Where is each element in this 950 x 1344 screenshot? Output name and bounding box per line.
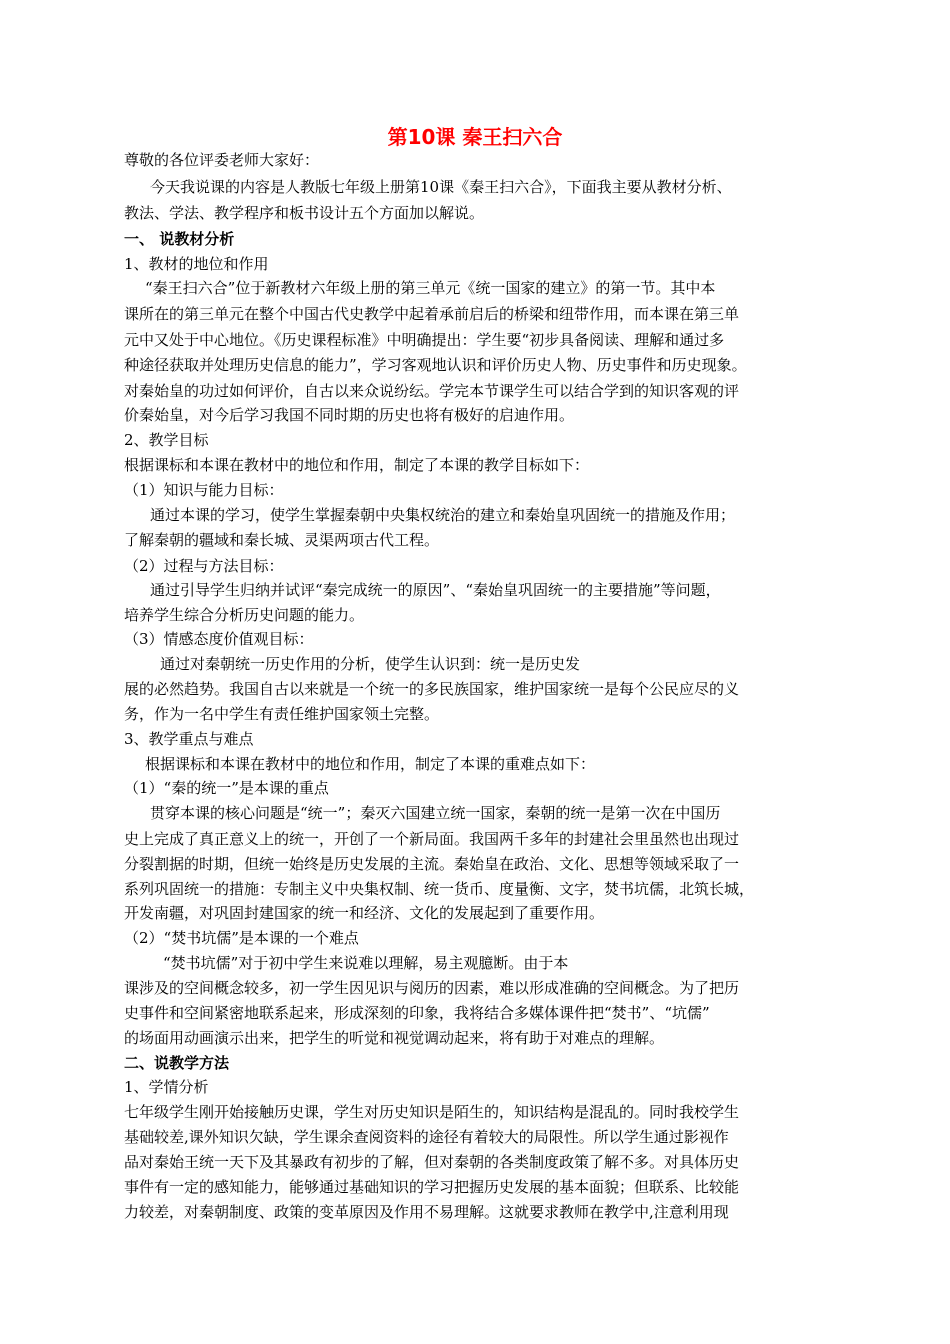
paragraph-line: 课涉及的空间概念较多，初一学生因见识与阅历的因素，难以形成准确的空间概念。为了把历 xyxy=(124,979,740,997)
paragraph-line: 元中又处于中心地位。《历史课程标准》中明确提出：学生要“初步具备阅读、理解和通过多 xyxy=(124,331,725,349)
objective-heading: （2）过程与方法目标： xyxy=(124,557,284,575)
key-point-heading: （1）“秦的统一”是本课的重点 xyxy=(124,779,329,797)
subsection-heading: 1、学情分析 xyxy=(124,1078,209,1096)
subsection-heading: 2、教学目标 xyxy=(124,431,209,449)
subsection-heading: 3、教学重点与难点 xyxy=(124,730,254,748)
objective-heading: （3）情感态度价值观目标： xyxy=(124,630,314,648)
key-point-heading: （2）“焚书坑儒”是本课的一个难点 xyxy=(124,929,359,947)
paragraph-line: 力较差，对秦朝制度、政策的变革原因及作用不易理解。这就要求教师在教学中,注意利用现 xyxy=(124,1203,729,1221)
paragraph-line: 了解秦朝的疆域和秦长城、灵渠两项古代工程。 xyxy=(124,531,440,549)
paragraph-line: “焚书坑儒”对于初中学生来说难以理解，易主观臆断。由于本 xyxy=(163,954,569,972)
paragraph-line: 开发南疆，对巩固封建国家的统一和经济、文化的发展起到了重要作用。 xyxy=(124,904,605,922)
paragraph-line: 贯穿本课的核心问题是“统一”；秦灭六国建立统一国家，秦朝的统一是第一次在中国历 xyxy=(150,804,721,822)
objective-heading: （1）知识与能力目标： xyxy=(124,481,284,499)
paragraph-line: 分裂割据的时期，但统一始终是历史发展的主流。秦始皇在政治、文化、思想等领域采取了一 xyxy=(124,855,740,873)
paragraph-line: 事件有一定的感知能力，能够通过基础知识的学习把握历史发展的基本面貌；但联系、比较能 xyxy=(124,1178,740,1196)
paragraph-line: 培养学生综合分析历史问题的能力。 xyxy=(124,606,365,624)
paragraph-line: 种途径获取并处理历史信息的能力”，学习客观地认识和评价历史人物、历史事件和历史现象。 xyxy=(124,356,747,374)
intro-line: 教法、学法、教学程序和板书设计五个方面加以解说。 xyxy=(124,204,485,222)
paragraph-line: 通过本课的学习，使学生掌握秦朝中央集权统治的建立和秦始皇巩固统一的措施及作用； xyxy=(150,506,736,524)
paragraph-line: 系列巩固统一的措施：专制主义中央集权制、统一货币、度量衡、文字，焚书坑儒，北筑长城， xyxy=(124,880,755,898)
paragraph-line: 的场面用动画演示出来，把学生的听觉和视觉调动起来，将有助于对难点的理解。 xyxy=(124,1029,665,1047)
page-title: 第10课 秦王扫六合 xyxy=(387,125,563,149)
subsection-heading: 1、教材的地位和作用 xyxy=(124,255,269,273)
paragraph-line: 通过引导学生归纳并试评“秦完成统一的原因”、“秦始皇巩固统一的主要措施”等问题， xyxy=(150,581,721,599)
section-heading-teaching-methods: 二、说教学方法 xyxy=(124,1054,230,1072)
paragraph-line: 务，作为一名中学生有责任维护国家领土完整。 xyxy=(124,705,440,723)
greeting-line: 尊敬的各位评委老师大家好： xyxy=(124,151,320,169)
intro-line: 今天我说课的内容是人教版七年级上册第10课《秦王扫六合》，下面我主要从教材分析、 xyxy=(150,178,732,196)
paragraph-line: 根据课标和本课在教材中的地位和作用，制定了本课的重难点如下： xyxy=(145,755,596,773)
paragraph-line: 七年级学生刚开始接触历史课，学生对历史知识是陌生的，知识结构是混乱的。同时我校学生 xyxy=(124,1103,740,1121)
paragraph-line: 通过对秦朝统一历史作用的分析，使学生认识到：统一是历史发 xyxy=(160,655,581,673)
paragraph-line: 对秦始皇的功过如何评价，自古以来众说纷纭。学完本节课学生可以结合学到的知识客观的评 xyxy=(124,382,740,400)
paragraph-line: “秦王扫六合”位于新教材六年级上册的第三单元《统一国家的建立》的第一节。其中本 xyxy=(145,279,716,297)
paragraph-line: 根据课标和本课在教材中的地位和作用，制定了本课的教学目标如下： xyxy=(124,456,590,474)
paragraph-line: 课所在的第三单元在整个中国古代史教学中起着承前启后的桥梁和纽带作用，而本课在第三单 xyxy=(124,305,740,323)
paragraph-line: 史上完成了真正意义上的统一，开创了一个新局面。我国两千多年的封建社会里虽然也出现过 xyxy=(124,830,740,848)
paragraph-line: 品对秦始王统一天下及其暴政有初步的了解，但对秦朝的各类制度政策了解不多。对具体历史 xyxy=(124,1153,740,1171)
paragraph-line: 史事件和空间紧密地联系起来，形成深刻的印象，我将结合多媒体课件把“焚书”、“坑儒” xyxy=(124,1004,710,1022)
paragraph-line: 展的必然趋势。我国自古以来就是一个统一的多民族国家，维护国家统一是每个公民应尽的义 xyxy=(124,680,740,698)
paragraph-line: 价秦始皇，对今后学习我国不同时期的历史也将有极好的启迪作用。 xyxy=(124,406,575,424)
paragraph-line: 基础较差,课外知识欠缺，学生课余查阅资料的途径有着较大的局限性。所以学生通过影视作 xyxy=(124,1128,729,1146)
section-heading-textbook-analysis: 一、 说教材分析 xyxy=(124,230,235,248)
